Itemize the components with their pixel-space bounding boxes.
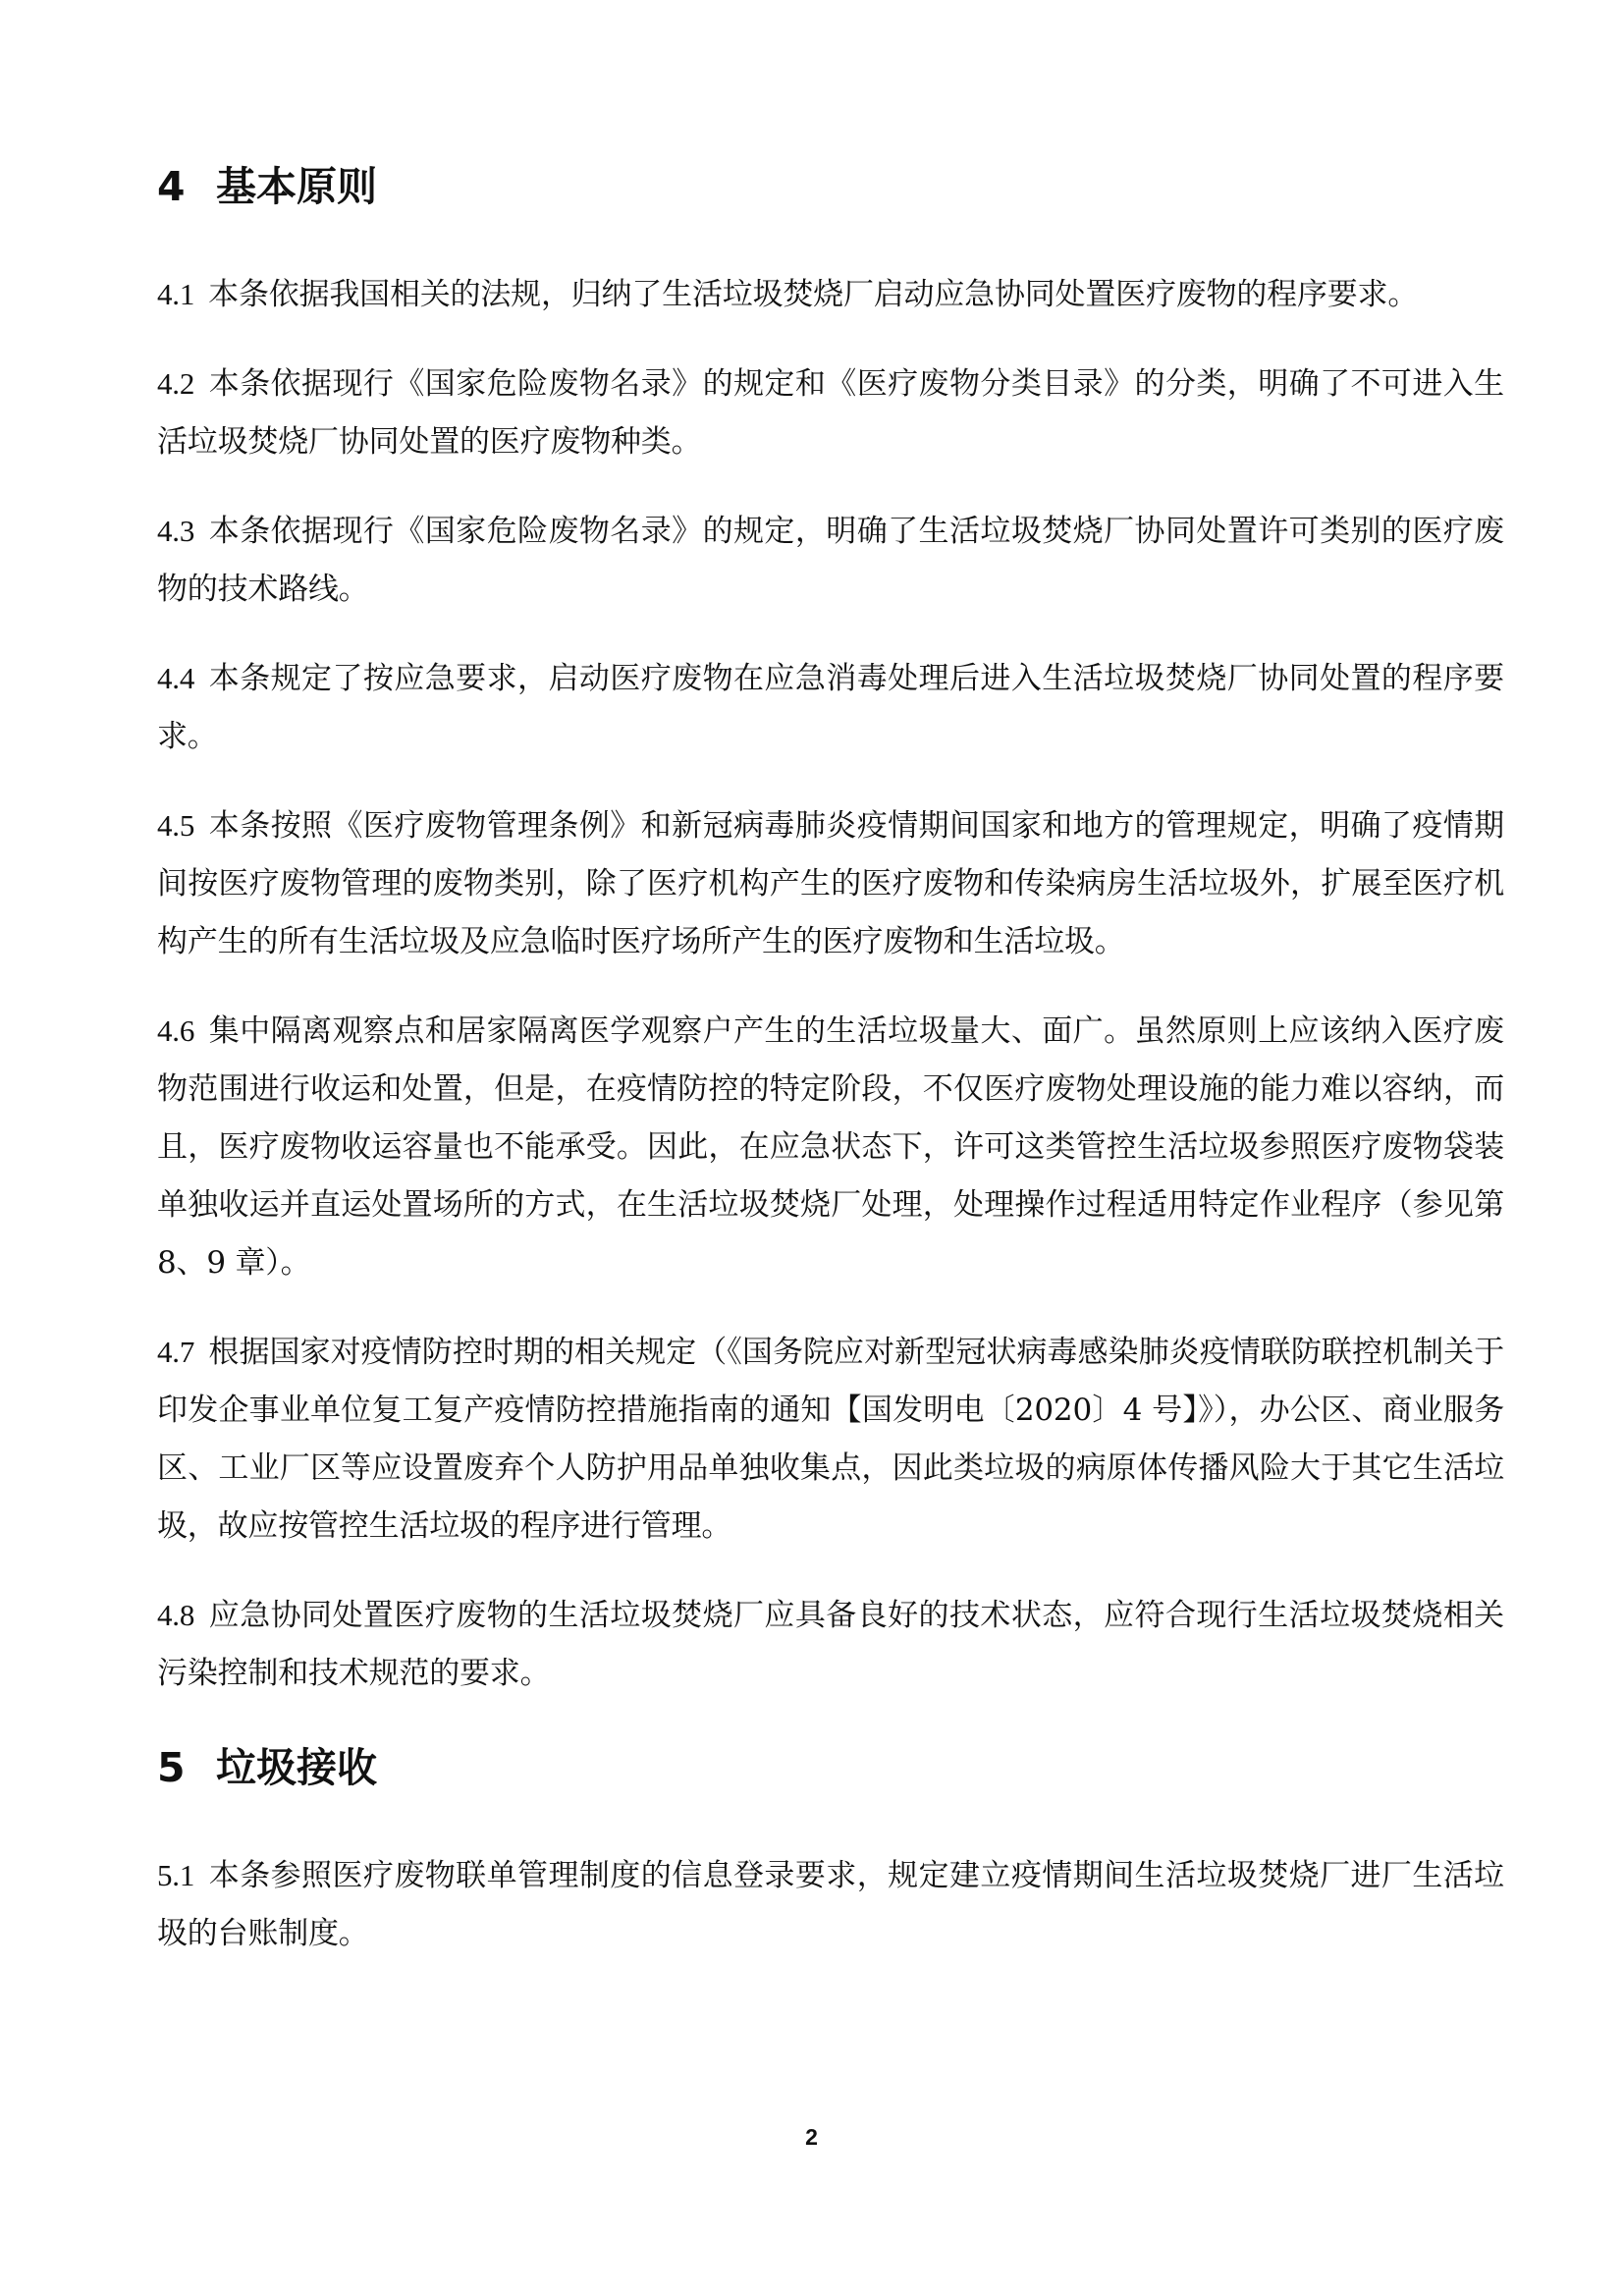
clause-4-8 bbox=[157, 1586, 1504, 1703]
clause-4-7 bbox=[157, 1323, 1504, 1556]
section-heading-5 bbox=[157, 1738, 1504, 1797]
clause-text: 本条参照医疗废物联单管理制度的信息登录要求，规定建立疫情期间生活垃圾焚烧厂进厂生活垃圾的台账制度。 bbox=[157, 1858, 1504, 1951]
clause-4-2 bbox=[157, 355, 1504, 471]
clause-number: 4.7 bbox=[157, 1335, 195, 1369]
clause-number: 4.6 bbox=[157, 1013, 195, 1048]
clause-text: 本条依据现行《国家危险废物名录》的规定和《医疗废物分类目录》的分类，明确了不可进入生活垃圾焚烧厂协同处置的医疗废物种类。 bbox=[157, 366, 1504, 460]
section-number: 5 bbox=[157, 1744, 186, 1791]
clause-4-5 bbox=[157, 796, 1504, 971]
page-number: 2 bbox=[805, 2124, 818, 2150]
clause-5-1 bbox=[157, 1846, 1504, 1963]
section-number: 4 bbox=[157, 163, 186, 210]
clause-text: 本条依据我国相关的法规，归纳了生活垃圾焚烧厂启动应急协同处置医疗废物的程序要求。 bbox=[208, 277, 1419, 312]
clause-text: 根据国家对疫情防控时期的相关规定（《国务院应对新型冠状病毒感染肺炎疫情联防联控机制关于印发企事业单位复工复产疫情防控措施指南的通知【国发明电〔2020〕4 号】》），办公区、商业服务区、工业厂区等应设置废弃个人防护用品单独收集点，因此类垃圾的病原体传播风险大于其它生活垃圾，故应按管控生活垃圾的程序进行管理。 bbox=[157, 1335, 1504, 1544]
clause-number: 4.2 bbox=[157, 366, 195, 401]
clause-4-1 bbox=[157, 265, 1504, 324]
clause-number: 4.5 bbox=[157, 808, 195, 843]
section-heading-4 bbox=[157, 157, 1504, 216]
clause-number: 4.1 bbox=[157, 277, 195, 311]
section-title: 基本原则 bbox=[216, 163, 377, 210]
clause-number: 4.3 bbox=[157, 514, 195, 548]
clause-text: 应急协同处置医疗废物的生活垃圾焚烧厂应具备良好的技术状态，应符合现行生活垃圾焚烧相关污染控制和技术规范的要求。 bbox=[157, 1598, 1504, 1691]
page-content bbox=[157, 157, 1504, 1963]
clause-4-6 bbox=[157, 1002, 1504, 1292]
clause-text: 本条依据现行《国家危险废物名录》的规定，明确了生活垃圾焚烧厂协同处置许可类别的医疗废物的技术路线。 bbox=[157, 514, 1504, 607]
clause-4-4 bbox=[157, 649, 1504, 766]
clause-text: 本条规定了按应急要求，启动医疗废物在应急消毒处理后进入生活垃圾焚烧厂协同处置的程序要求。 bbox=[157, 661, 1504, 754]
clause-text: 集中隔离观察点和居家隔离医学观察户产生的生活垃圾量大、面广。虽然原则上应该纳入医疗废物范围进行收运和处置，但是，在疫情防控的特定阶段，不仅医疗废物处理设施的能力难以容纳，而且，医疗废物收运容量也不能承受。因此，在应急状态下，许可这类管控生活垃圾参照医疗废物袋装单独收运并直运处置场所的方式，在生活垃圾焚烧厂处理，处理操作过程适用特定作业程序（参见第 8、9 章）。 bbox=[157, 1013, 1504, 1281]
clause-number: 4.4 bbox=[157, 661, 195, 695]
clause-text: 本条按照《医疗废物管理条例》和新冠病毒肺炎疫情期间国家和地方的管理规定，明确了疫情期间按医疗废物管理的废物类别，除了医疗机构产生的医疗废物和传染病房生活垃圾外，扩展至医疗机构产生的所有生活垃圾及应急临时医疗场所产生的医疗废物和生活垃圾。 bbox=[157, 808, 1504, 959]
clause-4-3 bbox=[157, 502, 1504, 619]
clause-number: 5.1 bbox=[157, 1858, 195, 1892]
section-title: 垃圾接收 bbox=[216, 1744, 377, 1791]
clause-number: 4.8 bbox=[157, 1598, 195, 1632]
